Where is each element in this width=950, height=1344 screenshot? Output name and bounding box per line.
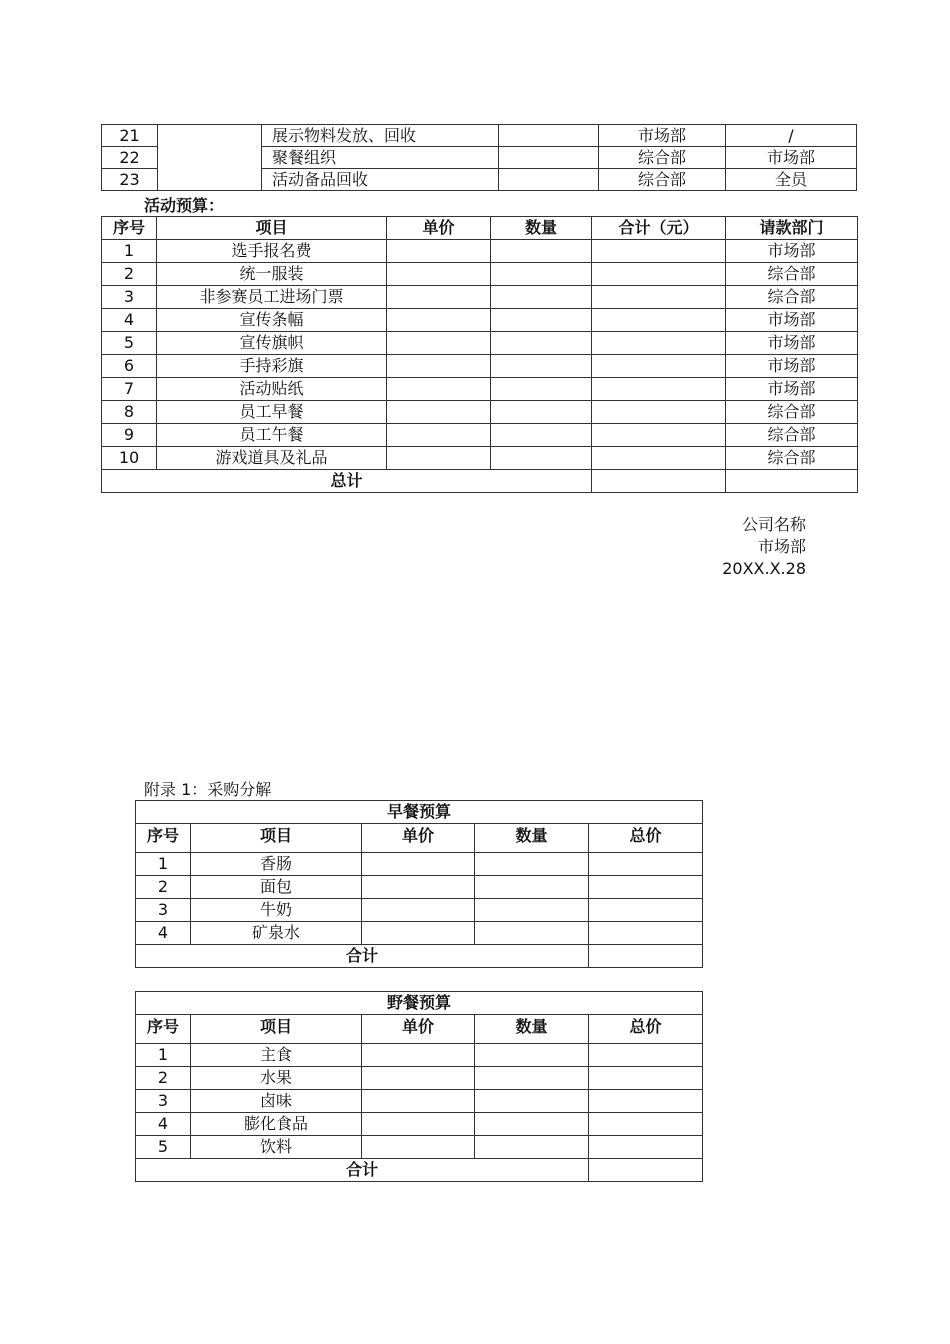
header-no: 序号 <box>136 1015 191 1044</box>
cell-qty <box>491 401 592 424</box>
header-total: 总价 <box>589 824 703 853</box>
cell-total <box>592 424 726 447</box>
table-header-row <box>136 1015 703 1044</box>
cell-total <box>592 286 726 309</box>
cell-qty <box>491 355 592 378</box>
task-no: 21 <box>102 125 158 147</box>
header-dept: 请款部门 <box>726 217 858 240</box>
cell-qty <box>491 447 592 470</box>
header-item: 项目 <box>191 824 362 853</box>
cell-price <box>387 355 491 378</box>
cell-no: 4 <box>102 309 157 332</box>
cell-qty <box>491 332 592 355</box>
cell-total <box>592 447 726 470</box>
task-owner: / <box>726 125 857 147</box>
cell-qty <box>475 853 589 876</box>
cell-price <box>387 286 491 309</box>
cell-dept: 综合部 <box>726 424 858 447</box>
budget-title: 活动预算： <box>144 196 225 215</box>
header-unit-price: 单价 <box>387 217 491 240</box>
table-row <box>102 286 858 309</box>
cell-qty <box>475 1136 589 1159</box>
cell-qty <box>491 378 592 401</box>
cell-price <box>362 1113 475 1136</box>
cell-item: 员工早餐 <box>157 401 387 424</box>
cell-qty <box>475 1113 589 1136</box>
cell-dept: 市场部 <box>726 355 858 378</box>
task-item: 活动备品回收 <box>262 169 499 191</box>
total-value <box>589 945 703 968</box>
cell-dept: 市场部 <box>726 240 858 263</box>
cell-total <box>592 240 726 263</box>
cell-no: 5 <box>136 1136 191 1159</box>
cell-item: 游戏道具及礼品 <box>157 447 387 470</box>
table-row <box>136 1090 703 1113</box>
cell-total <box>589 853 703 876</box>
cell-no: 3 <box>136 1090 191 1113</box>
table-row <box>136 922 703 945</box>
header-quantity: 数量 <box>475 1015 589 1044</box>
task-blank <box>499 125 599 147</box>
cell-price <box>387 263 491 286</box>
cell-price <box>362 899 475 922</box>
table-title-row <box>136 992 703 1015</box>
cell-no: 4 <box>136 922 191 945</box>
cell-price <box>362 1090 475 1113</box>
cell-price <box>362 853 475 876</box>
cell-qty <box>475 899 589 922</box>
cell-no: 1 <box>136 1044 191 1067</box>
cell-no: 8 <box>102 401 157 424</box>
cell-item: 香肠 <box>191 853 362 876</box>
cell-qty <box>491 286 592 309</box>
cell-price <box>387 447 491 470</box>
table-row <box>102 309 858 332</box>
cell-dept: 市场部 <box>726 309 858 332</box>
cell-item: 面包 <box>191 876 362 899</box>
header-total: 合计（元） <box>592 217 726 240</box>
table-row <box>102 332 858 355</box>
task-owner: 全员 <box>726 169 857 191</box>
task-no: 23 <box>102 169 158 191</box>
cell-item: 矿泉水 <box>191 922 362 945</box>
picnic-budget-table <box>135 991 703 1182</box>
cell-dept: 综合部 <box>726 401 858 424</box>
cell-total <box>592 401 726 424</box>
cell-total <box>589 1067 703 1090</box>
table-row <box>102 125 857 147</box>
cell-dept: 综合部 <box>726 447 858 470</box>
cell-qty <box>475 1067 589 1090</box>
cell-total <box>592 355 726 378</box>
cell-no: 2 <box>136 1067 191 1090</box>
appendix-title: 附录 1：采购分解 <box>144 780 272 799</box>
cell-no: 4 <box>136 1113 191 1136</box>
cell-price <box>387 378 491 401</box>
cell-no: 10 <box>102 447 157 470</box>
cell-qty <box>491 424 592 447</box>
cell-total <box>589 1113 703 1136</box>
cell-no: 6 <box>102 355 157 378</box>
cell-item: 宣传条幅 <box>157 309 387 332</box>
total-label: 合计 <box>136 945 589 968</box>
cell-dept: 综合部 <box>726 286 858 309</box>
header-item: 项目 <box>191 1015 362 1044</box>
cell-item: 主食 <box>191 1044 362 1067</box>
cell-item: 非参赛员工进场门票 <box>157 286 387 309</box>
table-row <box>136 853 703 876</box>
task-table <box>101 124 857 191</box>
signature-dept: 市场部 <box>757 537 806 556</box>
header-item: 项目 <box>157 217 387 240</box>
cell-total <box>589 922 703 945</box>
cell-price <box>362 1136 475 1159</box>
cell-no: 5 <box>102 332 157 355</box>
table-row <box>102 263 858 286</box>
budget-header-row <box>102 217 858 240</box>
cell-qty <box>475 876 589 899</box>
table-total-row <box>136 945 703 968</box>
budget-total-row <box>102 470 858 493</box>
table-row <box>136 876 703 899</box>
cell-price <box>387 332 491 355</box>
table-row <box>102 424 858 447</box>
cell-total <box>589 876 703 899</box>
cell-item: 饮料 <box>191 1136 362 1159</box>
task-phase-cell <box>158 125 262 191</box>
breakfast-title: 早餐预算 <box>136 801 703 824</box>
cell-total <box>589 1090 703 1113</box>
cell-no: 7 <box>102 378 157 401</box>
cell-total <box>592 332 726 355</box>
header-no: 序号 <box>102 217 157 240</box>
table-row <box>102 240 858 263</box>
header-total: 总价 <box>589 1015 703 1044</box>
cell-dept: 市场部 <box>726 332 858 355</box>
table-title-row <box>136 801 703 824</box>
table-row <box>102 378 858 401</box>
cell-qty <box>475 922 589 945</box>
total-label: 总计 <box>102 470 592 493</box>
cell-dept: 市场部 <box>726 378 858 401</box>
cell-item: 统一服装 <box>157 263 387 286</box>
company-name: 公司名称 <box>741 515 806 534</box>
cell-price <box>362 1044 475 1067</box>
total-value <box>592 470 726 493</box>
cell-no: 2 <box>102 263 157 286</box>
cell-total <box>592 263 726 286</box>
breakfast-budget-table <box>135 800 703 968</box>
header-no: 序号 <box>136 824 191 853</box>
cell-price <box>387 240 491 263</box>
cell-no: 9 <box>102 424 157 447</box>
cell-total <box>589 1136 703 1159</box>
task-dept: 综合部 <box>599 147 726 169</box>
cell-item: 活动贴纸 <box>157 378 387 401</box>
cell-no: 1 <box>136 853 191 876</box>
task-dept: 综合部 <box>599 169 726 191</box>
cell-item: 水果 <box>191 1067 362 1090</box>
table-header-row <box>136 824 703 853</box>
task-item: 展示物料发放、回收 <box>262 125 499 147</box>
total-label: 合计 <box>136 1159 589 1182</box>
cell-price <box>362 1067 475 1090</box>
cell-price <box>387 401 491 424</box>
header-unit-price: 单价 <box>362 824 475 853</box>
cell-dept: 综合部 <box>726 263 858 286</box>
table-row <box>136 1067 703 1090</box>
table-row <box>136 899 703 922</box>
cell-qty <box>475 1090 589 1113</box>
cell-price <box>362 876 475 899</box>
cell-qty <box>475 1044 589 1067</box>
budget-table <box>101 216 858 493</box>
table-row <box>136 1136 703 1159</box>
total-blank <box>726 470 858 493</box>
task-item: 聚餐组织 <box>262 147 499 169</box>
table-row <box>136 1113 703 1136</box>
picnic-title: 野餐预算 <box>136 992 703 1015</box>
cell-no: 3 <box>136 899 191 922</box>
cell-total <box>592 378 726 401</box>
cell-no: 3 <box>102 286 157 309</box>
cell-qty <box>491 309 592 332</box>
table-row <box>102 355 858 378</box>
cell-item: 卤味 <box>191 1090 362 1113</box>
cell-item: 手持彩旗 <box>157 355 387 378</box>
cell-price <box>387 309 491 332</box>
cell-qty <box>491 263 592 286</box>
table-row <box>102 447 858 470</box>
header-quantity: 数量 <box>475 824 589 853</box>
cell-price <box>387 424 491 447</box>
total-value <box>589 1159 703 1182</box>
table-row <box>102 401 858 424</box>
signature-date: 20XX.X.28 <box>722 559 806 578</box>
cell-qty <box>491 240 592 263</box>
cell-item: 宣传旗帜 <box>157 332 387 355</box>
header-quantity: 数量 <box>491 217 592 240</box>
cell-item: 膨化食品 <box>191 1113 362 1136</box>
header-unit-price: 单价 <box>362 1015 475 1044</box>
cell-item: 牛奶 <box>191 899 362 922</box>
cell-item: 员工午餐 <box>157 424 387 447</box>
task-dept: 市场部 <box>599 125 726 147</box>
cell-price <box>362 922 475 945</box>
task-blank <box>499 169 599 191</box>
cell-item: 选手报名费 <box>157 240 387 263</box>
cell-total <box>589 1044 703 1067</box>
table-row <box>136 1044 703 1067</box>
table-total-row <box>136 1159 703 1182</box>
task-no: 22 <box>102 147 158 169</box>
cell-no: 1 <box>102 240 157 263</box>
task-blank <box>499 147 599 169</box>
cell-total <box>589 899 703 922</box>
cell-total <box>592 309 726 332</box>
task-owner: 市场部 <box>726 147 857 169</box>
cell-no: 2 <box>136 876 191 899</box>
